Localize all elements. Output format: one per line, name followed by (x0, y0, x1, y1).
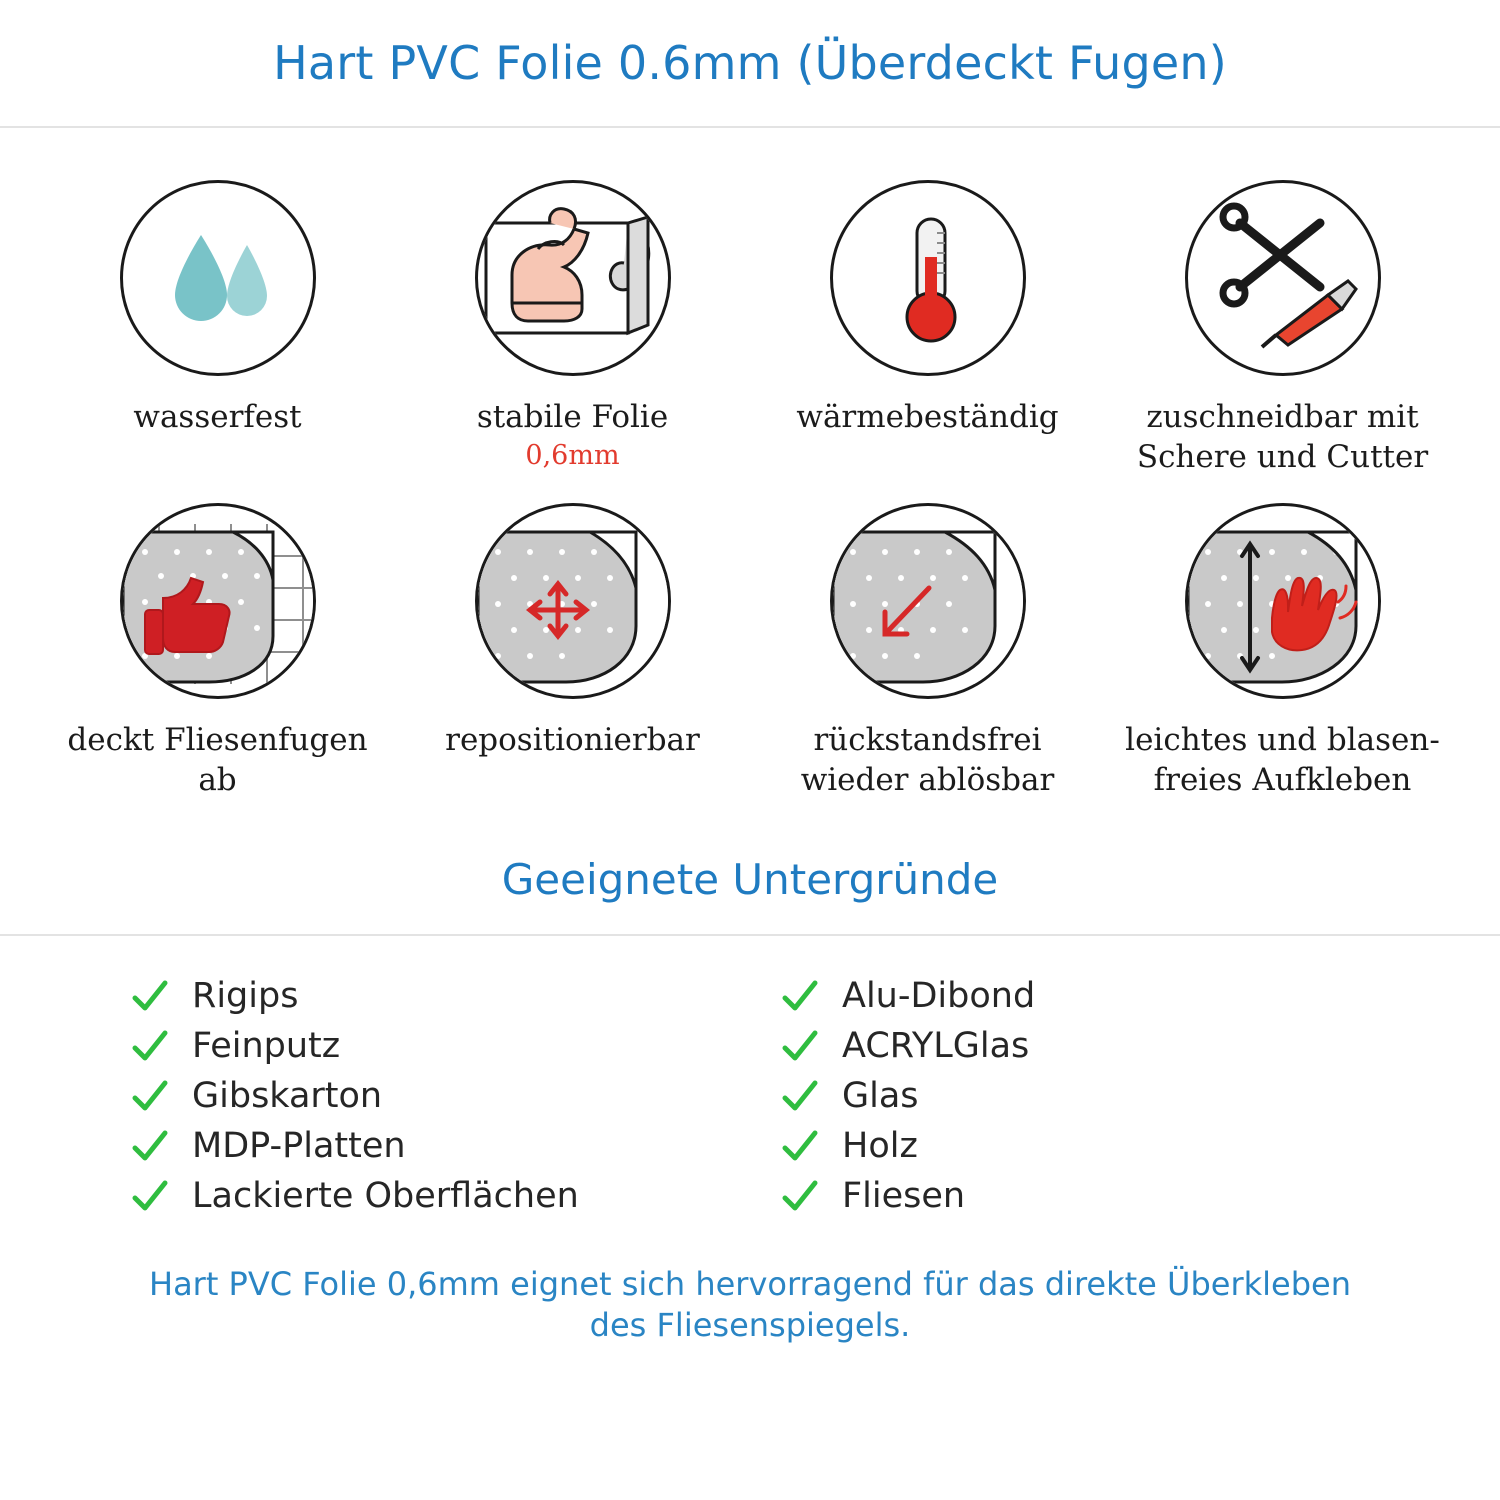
list-item-label: Feinputz (192, 1025, 341, 1066)
check-icon (780, 976, 820, 1016)
list-item (130, 1126, 720, 1166)
check-icon (130, 976, 170, 1016)
check-icon (130, 1126, 170, 1166)
list-item (130, 1176, 720, 1216)
feature-item (750, 180, 1105, 479)
flexed-arm-film-icon (475, 180, 671, 376)
section-title: Geeignete Untergründe (501, 854, 999, 904)
scissors-cutter-icon (1185, 180, 1381, 376)
list-item (130, 976, 720, 1016)
footer-text: Hart PVC Folie 0,6mm eignet sich hervorragend für das direkte Überkleben des Fliesenspiegels. (149, 1264, 1351, 1345)
list-item-label: Gibskarton (192, 1075, 383, 1116)
check-icon (780, 1126, 820, 1166)
peel-off-arrow-icon (830, 503, 1026, 699)
feature-item (750, 503, 1105, 802)
list-item (130, 1076, 720, 1116)
feature-label: rückstandsfrei wieder ablösbar (800, 722, 1055, 799)
feature-item (395, 180, 750, 479)
check-icon (130, 1076, 170, 1116)
check-icon (130, 1176, 170, 1216)
substrate-column-right (780, 976, 1370, 1216)
feature-item (1105, 503, 1460, 802)
list-item-label: Lackierte Oberflächen (192, 1175, 579, 1216)
feature-item (1105, 180, 1460, 479)
header (0, 0, 1500, 128)
feature-item (40, 503, 395, 802)
feature-label: wasserfest (133, 399, 302, 435)
check-icon (780, 1076, 820, 1116)
feature-grid (0, 128, 1500, 803)
feature-label: deckt Fliesenfugen ab (67, 722, 368, 799)
thermometer-icon (830, 180, 1026, 376)
thumbs-up-tile-grid-icon (120, 503, 316, 699)
list-item-label: ACRYLGlas (842, 1025, 1030, 1066)
substrate-lists (0, 936, 1500, 1216)
list-item (780, 976, 1370, 1016)
feature-label: leichtes und blasen-freies Aufkleben (1125, 722, 1440, 799)
check-icon (780, 1026, 820, 1066)
list-item (780, 1176, 1370, 1216)
feature-item (395, 503, 750, 802)
list-item (780, 1026, 1370, 1066)
list-item-label: Fliesen (842, 1175, 966, 1216)
feature-label: stabile Folie (476, 399, 669, 435)
feature-item (40, 180, 395, 479)
list-item-label: Alu-Dibond (842, 975, 1036, 1016)
page-title: Hart PVC Folie 0.6mm (Überdeckt Fugen) (273, 36, 1227, 90)
hand-smoothing-icon (1185, 503, 1381, 699)
feature-sublabel: 0,6mm (525, 439, 620, 471)
list-item-label: Rigips (192, 975, 299, 1016)
substrate-column-left (130, 976, 720, 1216)
feature-label: wärmebeständig (796, 399, 1059, 435)
water-drops-icon (120, 180, 316, 376)
feature-label: repositionierbar (445, 722, 700, 759)
list-item (130, 1026, 720, 1066)
section-header (0, 855, 1500, 936)
list-item (780, 1076, 1370, 1116)
footer (0, 1264, 1500, 1347)
check-icon (130, 1026, 170, 1066)
feature-label: zuschneidbar mit Schere und Cutter (1136, 399, 1429, 475)
list-item (780, 1126, 1370, 1166)
list-item-label: Glas (842, 1075, 919, 1116)
reposition-arrows-icon (475, 503, 671, 699)
check-icon (780, 1176, 820, 1216)
list-item-label: MDP-Platten (192, 1125, 406, 1166)
list-item-label: Holz (842, 1125, 918, 1166)
